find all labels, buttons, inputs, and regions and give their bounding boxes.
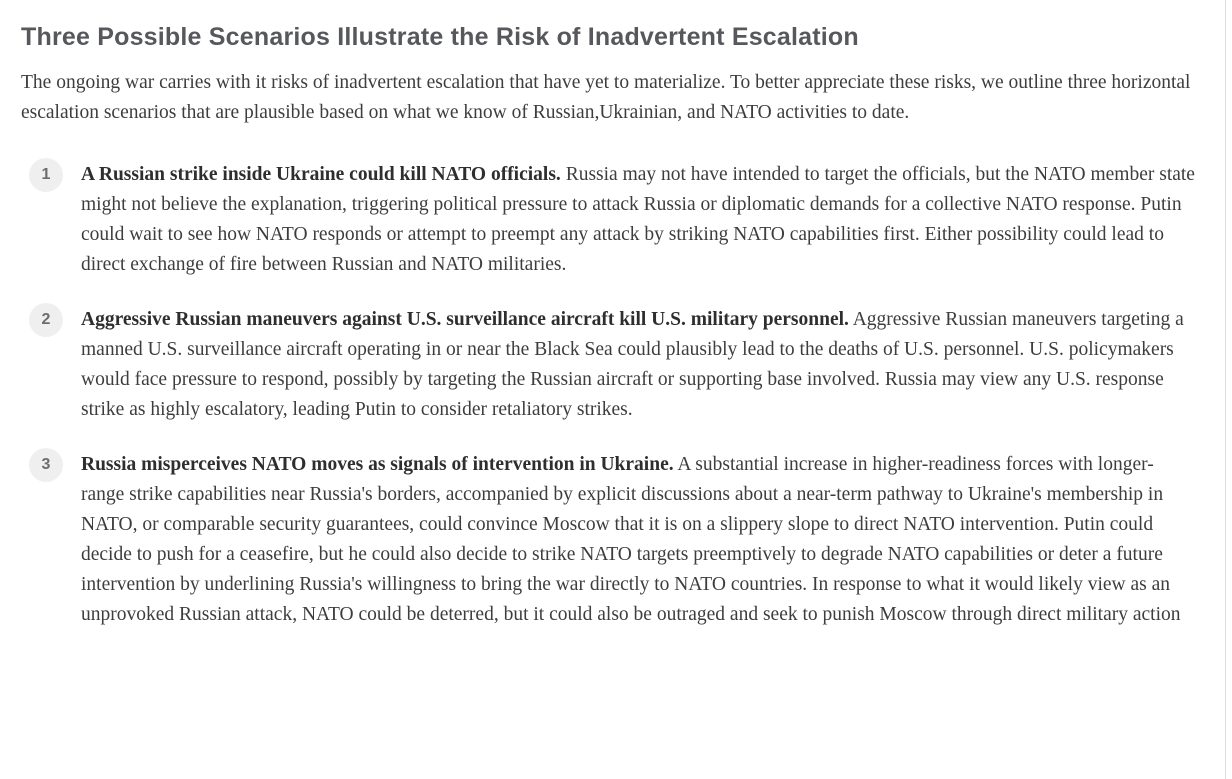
scenario-body-text: A substantial increase in higher-readiness forces with longer-range strike capabilities near Russia's borders, accompanied by explicit discussions about a near-term pathway to Ukraine's membership in NATO, or comparable security guarantees, could convince Moscow that it is on a slippery slope to direct NATO intervention. Putin could decide to push for a ceasefire, but he could also decide to strike NATO targets preemptively to degrade NATO capabilities or deter a future intervention by underlining Russia's willingness to bring the war directly to NATO countries. In response to what it would likely view as an unprovoked Russian attack, NATO could be deterred, but it could also be outraged and seek to punish Moscow through direct military action — [81, 454, 1181, 625]
scenario-number-badge: 2 — [29, 303, 63, 337]
intro-paragraph: The ongoing war carries with it risks of inadvertent escalation that have yet to materialize. To better appreciate these risks, we outline three horizontal escalation scenarios that are plausible based on what we know of Russian,Ukrainian, and NATO activities to date. — [21, 72, 1191, 123]
scenario-lead-text: A Russian strike inside Ukraine could kill NATO officials. — [81, 164, 561, 185]
scenario-list — [21, 160, 1196, 630]
scenario-body-text: Aggressive Russian maneuvers targeting a manned U.S. surveillance aircraft operating in or near the Black Sea could plausibly lead to the deaths of U.S. personnel. U.S. policymakers would face pressure to respond, possibly by targeting the Russian aircraft or supporting base involved. Russia may view any U.S. response strike as highly escalatory, leading Putin to consider retaliatory strikes. — [81, 309, 1184, 420]
scenario-body-text: Russia may not have intended to target the officials, but the NATO member state might not believe the explanation, triggering political pressure to attack Russia or diplomatic demands for a collective NATO response. Putin could wait to see how NATO responds or attempt to preempt any attack by striking NATO capabilities first. Either possibility could lead to direct exchange of fire between Russian and NATO militaries. — [81, 164, 1195, 275]
scenario-item-3 — [21, 450, 1196, 630]
scenario-lead-text: Russia misperceives NATO moves as signals of intervention in Ukraine. — [81, 454, 674, 475]
scenario-number-badge: 3 — [29, 448, 63, 482]
scenario-item-2 — [21, 305, 1196, 425]
scenario-item-1 — [21, 160, 1196, 280]
scenario-number-badge: 1 — [29, 158, 63, 192]
page-right-edge-divider — [1225, 0, 1226, 779]
scenario-lead-text: Aggressive Russian maneuvers against U.S. surveillance aircraft kill U.S. military personnel. — [81, 309, 849, 330]
page-title: Three Possible Scenarios Illustrate the Risk of Inadvertent Escalation — [21, 23, 859, 51]
